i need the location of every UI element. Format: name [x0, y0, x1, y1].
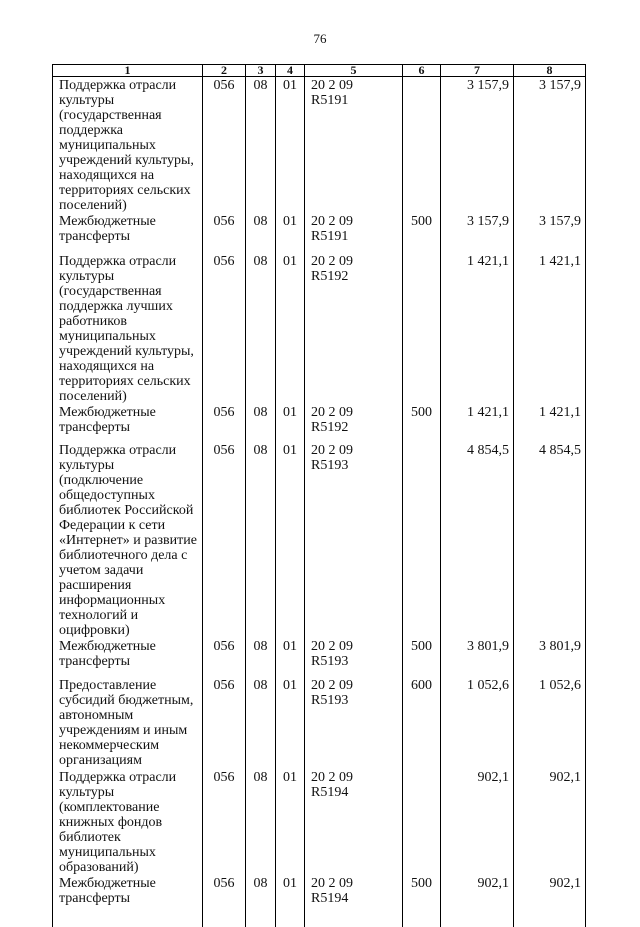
target-code-line-2: R5194 [311, 785, 349, 800]
table-row [53, 638, 586, 677]
table-row [53, 253, 586, 404]
row-amount-col7: 3 157,9 [441, 213, 514, 253]
target-code-line-2: R5191 [311, 229, 349, 244]
row-ministry-code: 056 [203, 253, 246, 404]
row-subsection-code: 01 [276, 769, 305, 875]
row-section-code: 08 [246, 638, 276, 677]
target-code-line-1: 20 2 09 [311, 214, 353, 229]
header-col-4: 4 [276, 65, 305, 77]
row-target-code [305, 442, 403, 638]
row-section-code: 08 [246, 875, 276, 927]
target-code-line-2: R5191 [311, 93, 349, 108]
row-name: Поддержка отрасли культуры (государственная поддержка муниципальных учреждений культуры, находящихся на территориях сельских поселений) [53, 77, 203, 214]
row-name: Межбюджетные трансферты [53, 638, 203, 677]
target-code-line-1: 20 2 09 [311, 78, 353, 93]
target-code-line-1: 20 2 09 [311, 254, 353, 269]
table-row [53, 77, 586, 214]
header-col-3: 3 [246, 65, 276, 77]
row-expense-type: 500 [403, 875, 441, 927]
row-name: Поддержка отрасли культуры (подключение общедоступных библиотек Российской Федерации к сети «Интернет» и развитие библиотечного дела с учетом задачи расширения информационных технологий и оцифровки) [53, 442, 203, 638]
row-amount-col8: 3 801,9 [514, 638, 586, 677]
row-name: Предоставление субсидий бюджетным, автономным учреждениям и иным некоммерческим организациям [53, 677, 203, 769]
target-code-line-1: 20 2 09 [311, 876, 353, 891]
row-expense-type [403, 769, 441, 875]
row-amount-col7: 3 157,9 [441, 77, 514, 214]
table-row [53, 404, 586, 442]
row-target-code [305, 213, 403, 253]
row-amount-col7: 1 052,6 [441, 677, 514, 769]
target-code-line-2: R5193 [311, 458, 349, 473]
row-expense-type [403, 253, 441, 404]
row-name: Межбюджетные трансферты [53, 213, 203, 253]
target-code-line-1: 20 2 09 [311, 770, 353, 785]
row-expense-type: 500 [403, 213, 441, 253]
table-row [53, 442, 586, 638]
target-code-line-2: R5192 [311, 269, 349, 284]
row-expense-type: 600 [403, 677, 441, 769]
row-amount-col7: 4 854,5 [441, 442, 514, 638]
row-amount-col8: 1 421,1 [514, 253, 586, 404]
row-expense-type [403, 77, 441, 214]
row-section-code: 08 [246, 769, 276, 875]
header-col-7: 7 [441, 65, 514, 77]
row-amount-col8: 3 157,9 [514, 77, 586, 214]
header-col-2: 2 [203, 65, 246, 77]
row-amount-col7: 1 421,1 [441, 404, 514, 442]
row-amount-col7: 902,1 [441, 769, 514, 875]
row-target-code [305, 77, 403, 214]
row-name: Межбюджетные трансферты [53, 404, 203, 442]
row-subsection-code: 01 [276, 404, 305, 442]
header-col-1: 1 [53, 65, 203, 77]
row-amount-col8: 3 157,9 [514, 213, 586, 253]
row-section-code: 08 [246, 213, 276, 253]
row-amount-col8: 1 421,1 [514, 404, 586, 442]
row-section-code: 08 [246, 253, 276, 404]
row-section-code: 08 [246, 677, 276, 769]
row-ministry-code: 056 [203, 638, 246, 677]
table-row [53, 875, 586, 927]
row-subsection-code: 01 [276, 442, 305, 638]
row-name: Поддержка отрасли культуры (государственная поддержка лучших работников муниципальных учреждений культуры, находящихся на территориях сельских поселений) [53, 253, 203, 404]
row-amount-col8: 902,1 [514, 875, 586, 927]
target-code-line-1: 20 2 09 [311, 678, 353, 693]
table-row [53, 677, 586, 769]
row-ministry-code: 056 [203, 213, 246, 253]
row-subsection-code: 01 [276, 213, 305, 253]
budget-table-container [52, 63, 585, 906]
row-subsection-code: 01 [276, 677, 305, 769]
row-ministry-code: 056 [203, 77, 246, 214]
row-target-code [305, 769, 403, 875]
row-amount-col7: 902,1 [441, 875, 514, 927]
row-section-code: 08 [246, 77, 276, 214]
row-target-code [305, 875, 403, 927]
row-target-code [305, 638, 403, 677]
target-code-line-1: 20 2 09 [311, 443, 353, 458]
target-code-line-2: R5193 [311, 693, 349, 708]
row-target-code [305, 404, 403, 442]
row-subsection-code: 01 [276, 638, 305, 677]
row-ministry-code: 056 [203, 442, 246, 638]
row-name: Поддержка отрасли культуры (комплектование книжных фондов библиотек муниципальных образований) [53, 769, 203, 875]
row-section-code: 08 [246, 404, 276, 442]
header-col-6: 6 [403, 65, 441, 77]
table-row [53, 769, 586, 875]
target-code-line-2: R5192 [311, 420, 349, 435]
target-code-line-2: R5193 [311, 654, 349, 669]
row-section-code: 08 [246, 442, 276, 638]
row-expense-type: 500 [403, 404, 441, 442]
header-col-8: 8 [514, 65, 586, 77]
row-ministry-code: 056 [203, 677, 246, 769]
row-expense-type [403, 442, 441, 638]
row-ministry-code: 056 [203, 404, 246, 442]
row-amount-col7: 1 421,1 [441, 253, 514, 404]
row-subsection-code: 01 [276, 253, 305, 404]
row-amount-col8: 1 052,6 [514, 677, 586, 769]
row-ministry-code: 056 [203, 769, 246, 875]
row-subsection-code: 01 [276, 875, 305, 927]
row-ministry-code: 056 [203, 875, 246, 927]
target-code-line-2: R5194 [311, 891, 349, 906]
row-amount-col8: 4 854,5 [514, 442, 586, 638]
header-row [53, 65, 586, 77]
target-code-line-1: 20 2 09 [311, 405, 353, 420]
table-row [53, 213, 586, 253]
target-code-line-1: 20 2 09 [311, 639, 353, 654]
row-amount-col7: 3 801,9 [441, 638, 514, 677]
row-expense-type: 500 [403, 638, 441, 677]
row-target-code [305, 677, 403, 769]
budget-table [52, 64, 586, 927]
row-amount-col8: 902,1 [514, 769, 586, 875]
header-col-5: 5 [305, 65, 403, 77]
row-subsection-code: 01 [276, 77, 305, 214]
page-number: 76 [313, 31, 327, 46]
row-name: Межбюджетные трансферты [53, 875, 203, 927]
row-target-code [305, 253, 403, 404]
